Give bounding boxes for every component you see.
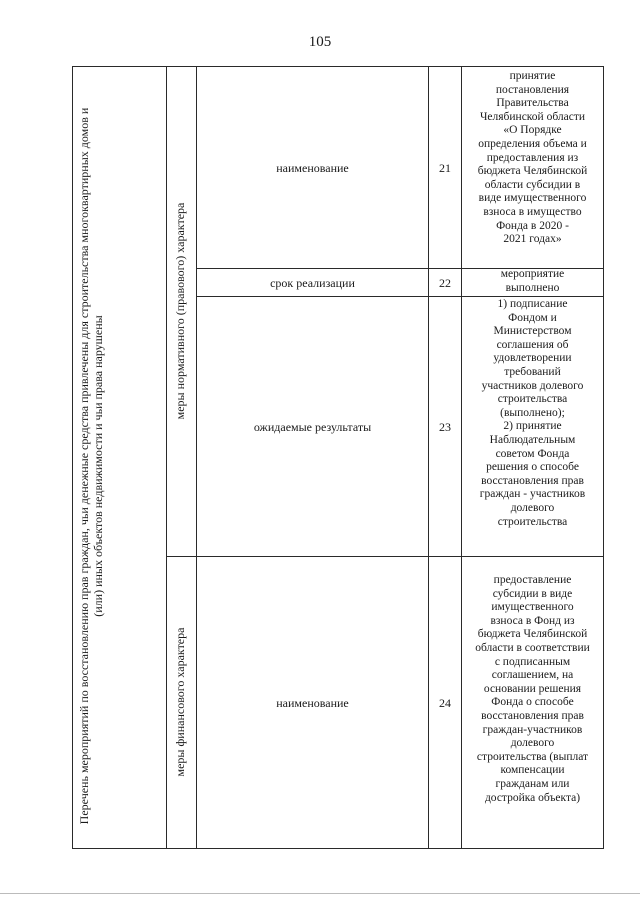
measures-list-title: Перечень мероприятий по восстановлению прав граждан, чьи денежные средства привлечены для строительства многоквартирных домов и (или) иных объектов недвижимости и чьи права нарушены xyxy=(77,107,105,825)
row-number-24: 24 xyxy=(439,695,451,710)
table-border-bottom xyxy=(72,848,604,849)
row-value-23: 1) подписание Фондом и Министерством соглашения об удовлетворении требований участников долевого строительства (выполнено); 2) принятие Наблюдательным советом Фонда решения о способе восстановления прав граждан - участников долевого строительства xyxy=(479,298,586,528)
col-divider-1 xyxy=(166,66,167,849)
row-value-22: мероприятие выполнено xyxy=(500,268,565,294)
group-label-normative: меры нормативного (правового) характера xyxy=(173,202,187,420)
group-label-financial: меры финансового характера xyxy=(173,627,187,777)
table-border-left xyxy=(72,66,73,849)
row-label-deadline-22: срок реализации xyxy=(270,275,355,290)
row-number-23: 23 xyxy=(439,419,451,434)
table-border-right xyxy=(603,66,604,849)
row-value-24: предоставление субсидии в виде имущественного взноса в Фонд из бюджета Челябинской области в соответствии с подписанным соглашением, на основании решения Фонда о способе восстановления прав граждан-участников долевого строительства (выплат компенсации гражданам или достройка объекта) xyxy=(475,574,590,804)
row-number-22: 22 xyxy=(439,275,451,290)
scan-bottom-edge xyxy=(0,893,640,894)
row-label-results-23: ожидаемые результаты xyxy=(253,419,372,434)
row-value-21: принятие постановления Правительства Челябинской области «О Порядке определения объема и предоставления из бюджета Челябинской области субсидии в виде имущественного взноса в имущество Фонда в 2020 - 2021 годах» xyxy=(477,70,588,246)
row-number-21: 21 xyxy=(439,160,451,175)
page-number: 105 xyxy=(308,34,332,50)
row-label-name-24: наименование xyxy=(276,695,349,710)
row-label-name-21: наименование xyxy=(276,160,349,175)
